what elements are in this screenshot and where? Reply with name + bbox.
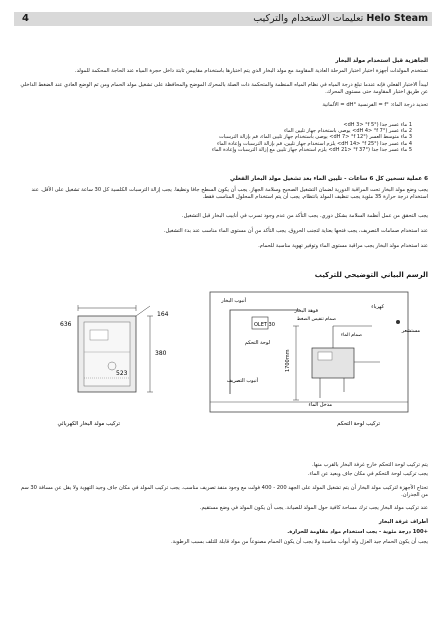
section3-paragraph-5: أطراف غرفة البخار xyxy=(378,519,428,525)
section1-heading: الجاهزية قبل استخدام مولد البخار xyxy=(335,58,428,64)
water-hardness-line: تحديد درجة الماء: °f = الفرنسية °dH = الألمانية xyxy=(322,102,428,108)
section1-paragraph-2: ليبدأ الاختبار الفعلي فإنه عندما تبلغ درجة المياه في نظام المياه المنظمة والمتحكمة ذات الصلة بالمحرك الموضح والمحافظة على تشغيل مولد الحمام ومن ثم الوضع العادي عند الضغط الداخلي عن طريق اختبار المقاومة حتى مستوى المحرك. xyxy=(20,82,428,95)
sensor-label: مستشعر xyxy=(401,328,420,334)
height-label: 1700mm xyxy=(285,349,291,372)
page-title xyxy=(253,12,428,26)
steam-hose-label: أنبوب البخار xyxy=(221,298,246,304)
section2-paragraph-4: عند استخدام مولد البخار يجب مراقبة مستوى الماء وتوفير تهوية مناسبة للحمام. xyxy=(258,243,428,249)
hardness-row: 5 ماء عسر جدا جدا (°dH 21> °f 37> يلزم استخدام جهاز تليين مع إزالة الترسبات وإعادة الماء xyxy=(211,146,412,153)
section1-paragraph-1: تستخدم المولدات أجهزة اختبار اختبار المرحلة العادية المقاومة مع مولد البخار الذي يتم اختبارها باستخدام مقاييس ثابتة داخل حجرة المياه عند الحاجة المحكمة للمولد. xyxy=(74,68,428,74)
water-valve-label: صمام الماء xyxy=(340,333,362,338)
hardness-row: 2 ماء عسر (°dH 4> °f 7> يوصى باستخدام جهاز تليين الماء xyxy=(283,128,412,135)
diagram-heading: الرسم البياني التوضيحي للتركيب xyxy=(314,271,428,279)
section3-paragraph-1: يتم تركيب لوحة التحكم خارج غرفة البخار بالقرب منها. xyxy=(311,462,428,468)
page-number: 4 xyxy=(22,13,29,24)
hardness-row: 4 ماء عسر جدا (°dH 14> °f 25> يلزم استخدام جهاز تليين، قم بإزالة الترسبات وإعادة الماء xyxy=(217,140,412,147)
steam-nozzle-label: فوهة البخار xyxy=(294,308,318,314)
hardness-table xyxy=(32,122,412,153)
section3-paragraph-2: يجب تركيب لوحة التحكم في مكان جاف وبعيد عن الماء. xyxy=(307,471,428,477)
section3-paragraph-7: يجب أن يكون الحمام جيد العزل وله أبواب مناسبة ولا يجب أن يكون الحمام مصنوعاً من مواد قابلة للتلف بسبب الرطوبة. xyxy=(170,539,428,545)
dim-height-label: 380 xyxy=(155,350,167,357)
section2-paragraph-1: يجب وضع مولد البخار تحت المراقبة الدورية لضمان التشغيل الصحيح وسلامة الجهاز. يجب أن يكون السطح جافا ونظيفا. يجب إزالة الترسبات الكلسية كل 30 ساعة تشغيل على الأقل. عند استخدام درجة حرارة 35 مئوية يجب تنظيف المولد بانتظام. يجب أن يتم استخدام المحلول المناسب فقط. xyxy=(31,187,428,200)
drain-pipe-label: أنبوب التصريف xyxy=(226,378,258,384)
section2-paragraph-3: عند استخدام صمامات التصريف، يجب فتحها بعناية لتجنب الحروق. يجب التأكد من أن مستوى الماء مناسب عند بدء التشغيل. xyxy=(163,228,428,234)
section3-paragraph-4: عند تركيب مولد البخار يجب ترك مساحة كافية حول المولد للصيانة. يجب أن يكون المولد في وضع مستقيم. xyxy=(199,505,428,511)
section2-heading: 6 عملية تسخين كل 6 ساعات - تليين الماء بعد تشغيل مولد البخار الفعلي xyxy=(229,176,428,182)
title-arabic: تعليمات الاستخدام والتركيب xyxy=(253,13,364,24)
dim-depth-label: 164 xyxy=(157,311,169,318)
dim-width-label: 636 xyxy=(60,321,72,328)
section3-paragraph-3: تحتاج الأجهزة لتركيب مولد البخار أن يتم تشغيل المولد على الجهد 200 - 400 فولت مع وجود منفذ تصريف مناسب. يجب تركيب المولد في مكان جاف وجيد التهوية ولا يقل عن مسافة 30 سم من الجدران. xyxy=(20,485,428,498)
dim-inner-label: 523 xyxy=(116,370,128,377)
water-inlet-label: مدخل الماء xyxy=(308,402,332,408)
pressure-relief-label: صمام تنفيس الضغط xyxy=(296,317,336,322)
section3-paragraph-6: +100 درجة مئوية - يجب استخدام مواد مقاومة للحرارة. xyxy=(287,529,428,535)
hardness-row: 1 ماء عسر جدا (°dH 3> °f 5> xyxy=(343,122,412,128)
steam-generator-drawing xyxy=(78,305,153,392)
installation-diagram xyxy=(0,282,446,432)
product-name: Helo Steam xyxy=(366,13,428,24)
caption-right: تركيب لوحة التحكم xyxy=(337,421,380,427)
caption-left: تركيب مولد البخار الكهربائي xyxy=(57,421,120,427)
model-label: OLET 30 xyxy=(254,322,275,328)
control-panel-label: لوحة التحكم xyxy=(244,340,270,346)
electric-supply-label: كهرباء xyxy=(371,304,384,310)
hardness-row: 3 ماء متوسط العسر (°dH 7> °f 12> يوصى باستخدام جهاز تليين الماء، قم بإزالة الترسبات xyxy=(218,134,412,141)
section2-paragraph-2: يجب التحقق من عمل أنظمة السلامة بشكل دوري. يجب التأكد من عدم وجود تسرب في أنابيب البخار قبل التشغيل. xyxy=(181,213,428,219)
